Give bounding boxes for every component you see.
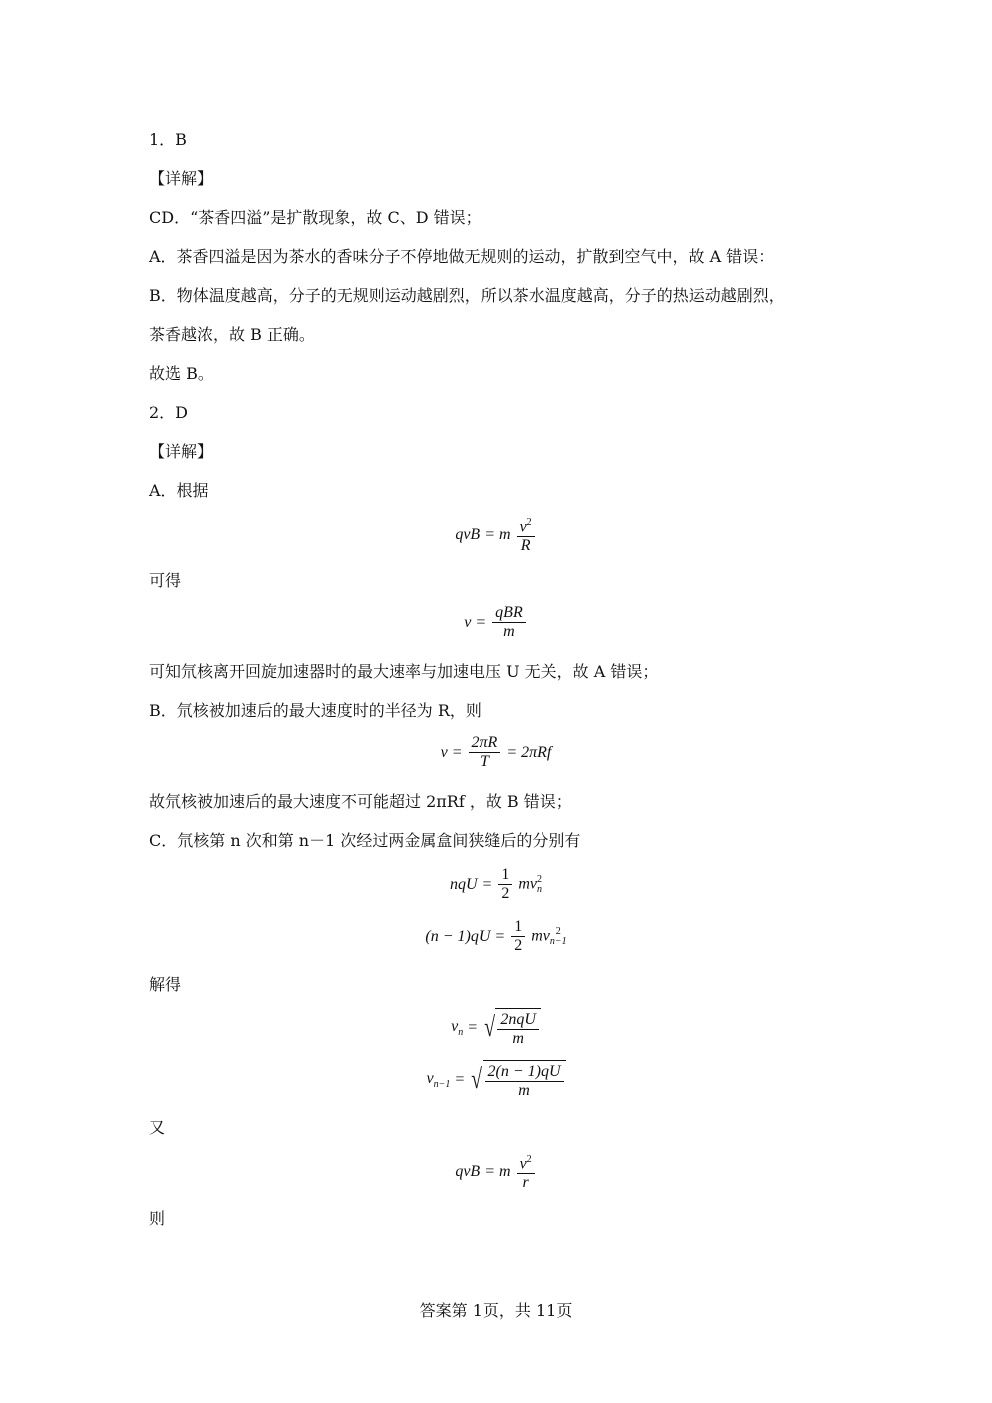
eq3-den: T	[479, 753, 489, 770]
eq4-sup: 2	[537, 873, 542, 885]
eq2-lhs: v =	[464, 613, 487, 631]
eq8-num: v	[519, 1155, 527, 1173]
eq7-sub: n−1	[433, 1079, 451, 1091]
equation-3	[0, 734, 992, 771]
eq6-lhs: v	[451, 1017, 459, 1035]
page-footer: 答案第 1页，共 11页	[419, 1301, 573, 1320]
eq2-num: qBR	[492, 604, 526, 623]
sqrt-icon: √	[471, 1064, 483, 1095]
eq1-num-sup: 2	[526, 517, 532, 528]
eq5-num: 1	[511, 918, 525, 937]
q1-line-b: B．物体温度越高，分子的无规则运动越剧烈，所以茶水温度越高，分子的热运动越剧烈，	[149, 286, 785, 305]
eq4-num: 1	[498, 866, 512, 885]
eq4-rhs: mv	[518, 875, 537, 893]
eq3-num: 2πR	[469, 734, 501, 753]
eq4-den: 2	[501, 885, 510, 902]
eq6-num: 2nqU	[497, 1011, 539, 1030]
q2-c-intro: C．氘核第 n 次和第 n－1 次经过两金属盒间狭缝后的分别有	[149, 831, 581, 850]
q2-jiede: 解得	[149, 975, 182, 994]
equation-4	[0, 866, 992, 903]
eq5-sub: n−1	[549, 935, 567, 947]
eq5-lhs: (n − 1)qU =	[425, 927, 506, 945]
eq2-den: m	[503, 623, 515, 640]
eq6-eq: =	[467, 1019, 478, 1036]
q1-line-a: A．茶香四溢是因为茶水的香味分子不停地做无规则的运动，扩散到空气中，故 A 错误：	[149, 247, 775, 266]
equation-7	[0, 1060, 992, 1100]
q2-a-intro: A．根据	[149, 481, 209, 500]
eq3-lhs: v =	[440, 743, 463, 761]
eq4-lhs: nqU =	[449, 875, 493, 893]
eq6-sub: n	[458, 1027, 464, 1039]
eq1-num: v	[519, 518, 527, 536]
q1-answer: 1．B	[149, 130, 187, 149]
equation-6	[0, 1008, 992, 1048]
q1-conclusion: 故选 B。	[149, 364, 214, 383]
eq7-eq: =	[454, 1071, 466, 1088]
eq3-rhs: = 2πRf	[506, 743, 552, 761]
eq7-den: m	[518, 1082, 530, 1099]
equation-2	[0, 604, 992, 641]
eq1-den: R	[520, 537, 531, 555]
q2-b-intro: B．氘核被加速后的最大速度时的半径为 R，则	[149, 701, 482, 720]
equation-8	[0, 1151, 992, 1192]
eq1-lhs: qvB = m	[455, 525, 511, 543]
q2-b-conclusion: 故氘核被加速后的最大速度不可能超过 2πRf ，故 B 错误；	[149, 792, 572, 811]
q1-detail-header: 【详解】	[149, 169, 214, 188]
sqrt-icon: √	[484, 1012, 496, 1043]
eq5-sup: 2	[555, 925, 561, 937]
q2-answer: 2．D	[149, 403, 189, 422]
eq8-lhs: qvB = m	[455, 1162, 511, 1180]
q2-detail-header: 【详解】	[149, 442, 214, 461]
eq5-den: 2	[514, 937, 523, 954]
eq8-num-sup: 2	[526, 1154, 532, 1165]
eq7-lhs: v	[426, 1069, 434, 1087]
q1-line-b-cont: 茶香越浓，故 B 正确。	[149, 325, 315, 344]
equation-1	[0, 514, 992, 555]
eq8-den: r	[522, 1174, 529, 1192]
eq7-num: 2(n − 1)qU	[485, 1063, 564, 1082]
q2-you: 又	[149, 1118, 166, 1137]
q1-line-cd: CD．“茶香四溢”是扩散现象，故 C、D 错误；	[149, 208, 482, 227]
eq4-sub: n	[537, 883, 542, 895]
q2-a-conclusion: 可知氘核离开回旋加速器时的最大速率与加速电压 U 无关，故 A 错误；	[149, 662, 659, 681]
eq5-rhs: mv	[531, 927, 550, 945]
equation-5	[0, 918, 992, 955]
q2-kede: 可得	[149, 571, 182, 590]
q2-ze: 则	[149, 1209, 166, 1228]
eq6-den: m	[512, 1030, 524, 1047]
